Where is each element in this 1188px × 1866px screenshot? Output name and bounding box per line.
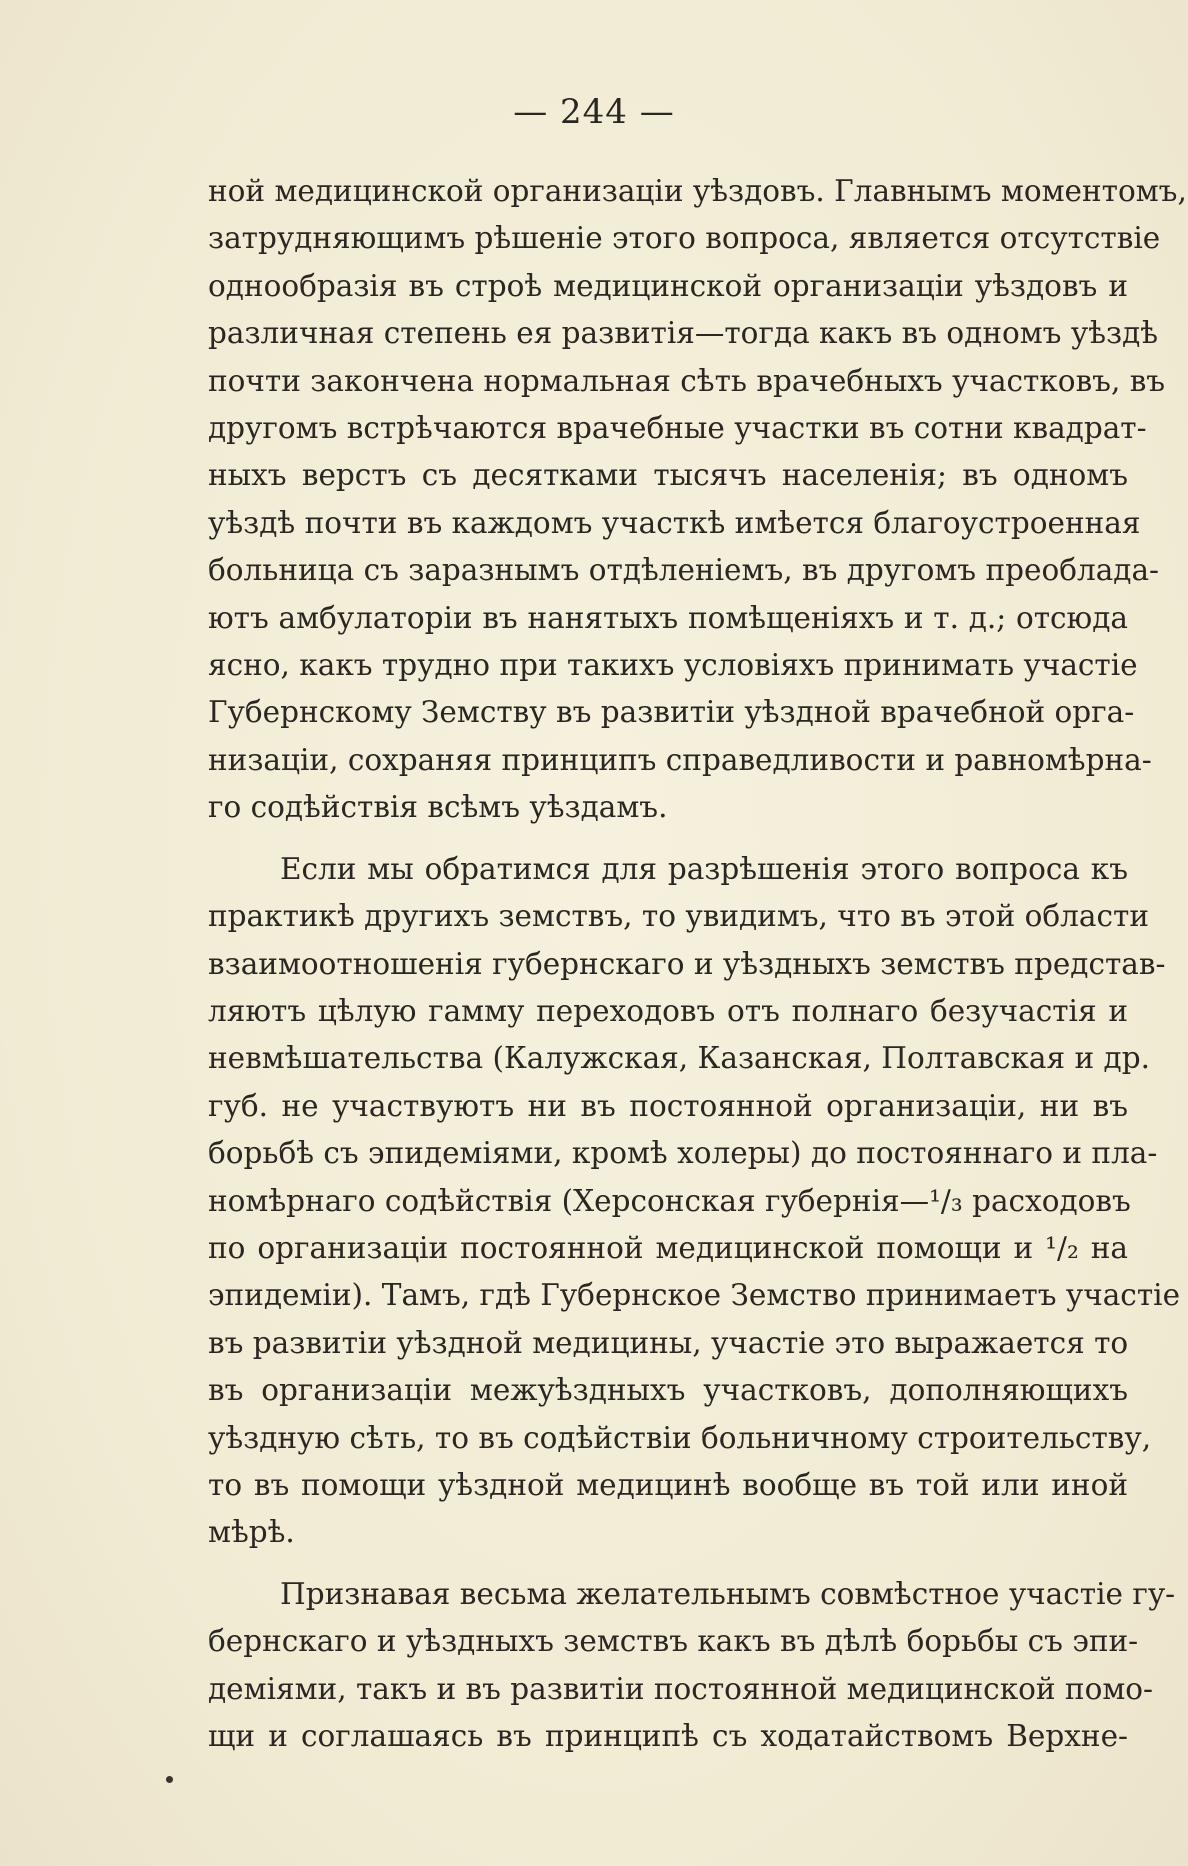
text-line: мѣрѣ. (208, 1515, 295, 1550)
text-line: Признавая весьма желательнымъ совмѣстное участiе гу- (280, 1576, 1176, 1611)
text-line: ныхъ верстъ съ десятками тысячъ населенiя; въ одномъ (208, 458, 1128, 493)
ink-speck (166, 1776, 173, 1783)
text-line: Губернскому Земству въ развитiи уѣздной врачебной орга- (208, 695, 1135, 730)
text-line: ютъ амбулаторiи въ нанятыхъ помѣщенiяхъ и т. д.; отсюда (208, 600, 1128, 635)
paragraph-3 (208, 1571, 1176, 1761)
text-line: однообразiя въ строѣ медицинской организацiи уѣздовъ и (208, 268, 1128, 303)
text-line: взаимоотношенiя губернскаго и уѣздныхъ земствъ представ- (208, 946, 1166, 981)
text-line: щи и соглашаясь въ принципѣ съ ходатайствомъ Верхне- (208, 1719, 1128, 1753)
page-number: — 244 — (513, 92, 675, 132)
text-line: уѣздѣ почти въ каждомъ участкѣ имѣется благоустроенная (208, 505, 1141, 540)
text-line: ной медицинской организацiи уѣздовъ. Главнымъ моментомъ, (208, 174, 1187, 208)
body-text (208, 168, 1187, 1774)
text-line: губ. не участвуютъ ни въ постоянной организацiи, ни въ (208, 1088, 1128, 1123)
text-line: ляютъ цѣлую гамму переходовъ отъ полнаго безучастiя и (208, 993, 1128, 1028)
text-line: уѣздную сѣть, то въ содѣйствiи больничному строительству, (208, 1420, 1152, 1455)
text-line: эпидемiи). Тамъ, гдѣ Губернское Земство принимаетъ участiе (208, 1278, 1181, 1313)
text-line: въ развитiи уѣздной медицины, участiе это выражается то (208, 1325, 1129, 1360)
text-line: затрудняющимъ рѣшенiе этого вопроса, является отсутствiе (208, 221, 1161, 256)
text-line: практикѣ другихъ земствъ, то увидимъ, что въ этой области (208, 899, 1150, 934)
text-line: другомъ встрѣчаются врачебные участки въ сотни квадрат- (208, 411, 1147, 446)
text-line: почти закончена нормальная сѣть врачебныхъ участковъ, въ (208, 363, 1166, 398)
paragraph-1 (208, 168, 1187, 832)
text-line: борьбѣ съ эпидемiями, кромѣ холеры) до постояннаго и пла- (208, 1136, 1158, 1171)
text-line: номѣрнаго содѣйствiя (Херсонская губернiя—¹/₃ расходовъ (208, 1183, 1131, 1218)
paragraph-2 (208, 846, 1181, 1557)
text-line: демiями, такъ и въ развитiи постоянной медицинской помо- (208, 1671, 1154, 1706)
text-line: то въ помощи уѣздной медицинѣ вообще въ той или иной (208, 1467, 1128, 1502)
text-line: Если мы обратимся для разрѣшенiя этого вопроса къ (280, 851, 1128, 886)
text-line: низацiи, сохраняя принципъ справедливости и равномѣрна- (208, 742, 1152, 777)
text-line: го содѣйствiя всѣмъ уѣздамъ. (208, 790, 668, 825)
text-line: различная степень ея развитiя—тогда какъ въ одномъ уѣздѣ (208, 316, 1159, 351)
text-line: ясно, какъ трудно при такихъ условiяхъ принимать участiе (208, 648, 1138, 683)
text-line: невмѣшательства (Калужская, Казанская, Полтавская и др. (208, 1041, 1150, 1076)
text-line: больница съ заразнымъ отдѣленiемъ, въ другомъ преоблада- (208, 553, 1160, 588)
text-line: въ организацiи межуѣздныхъ участковъ, дополняющихъ (208, 1373, 1128, 1408)
text-line: по организацiи постоянной медицинской помощи и ¹/₂ на (208, 1230, 1128, 1265)
text-line: бернскаго и уѣздныхъ земствъ какъ въ дѣлѣ борьбы съ эпи- (208, 1624, 1139, 1659)
